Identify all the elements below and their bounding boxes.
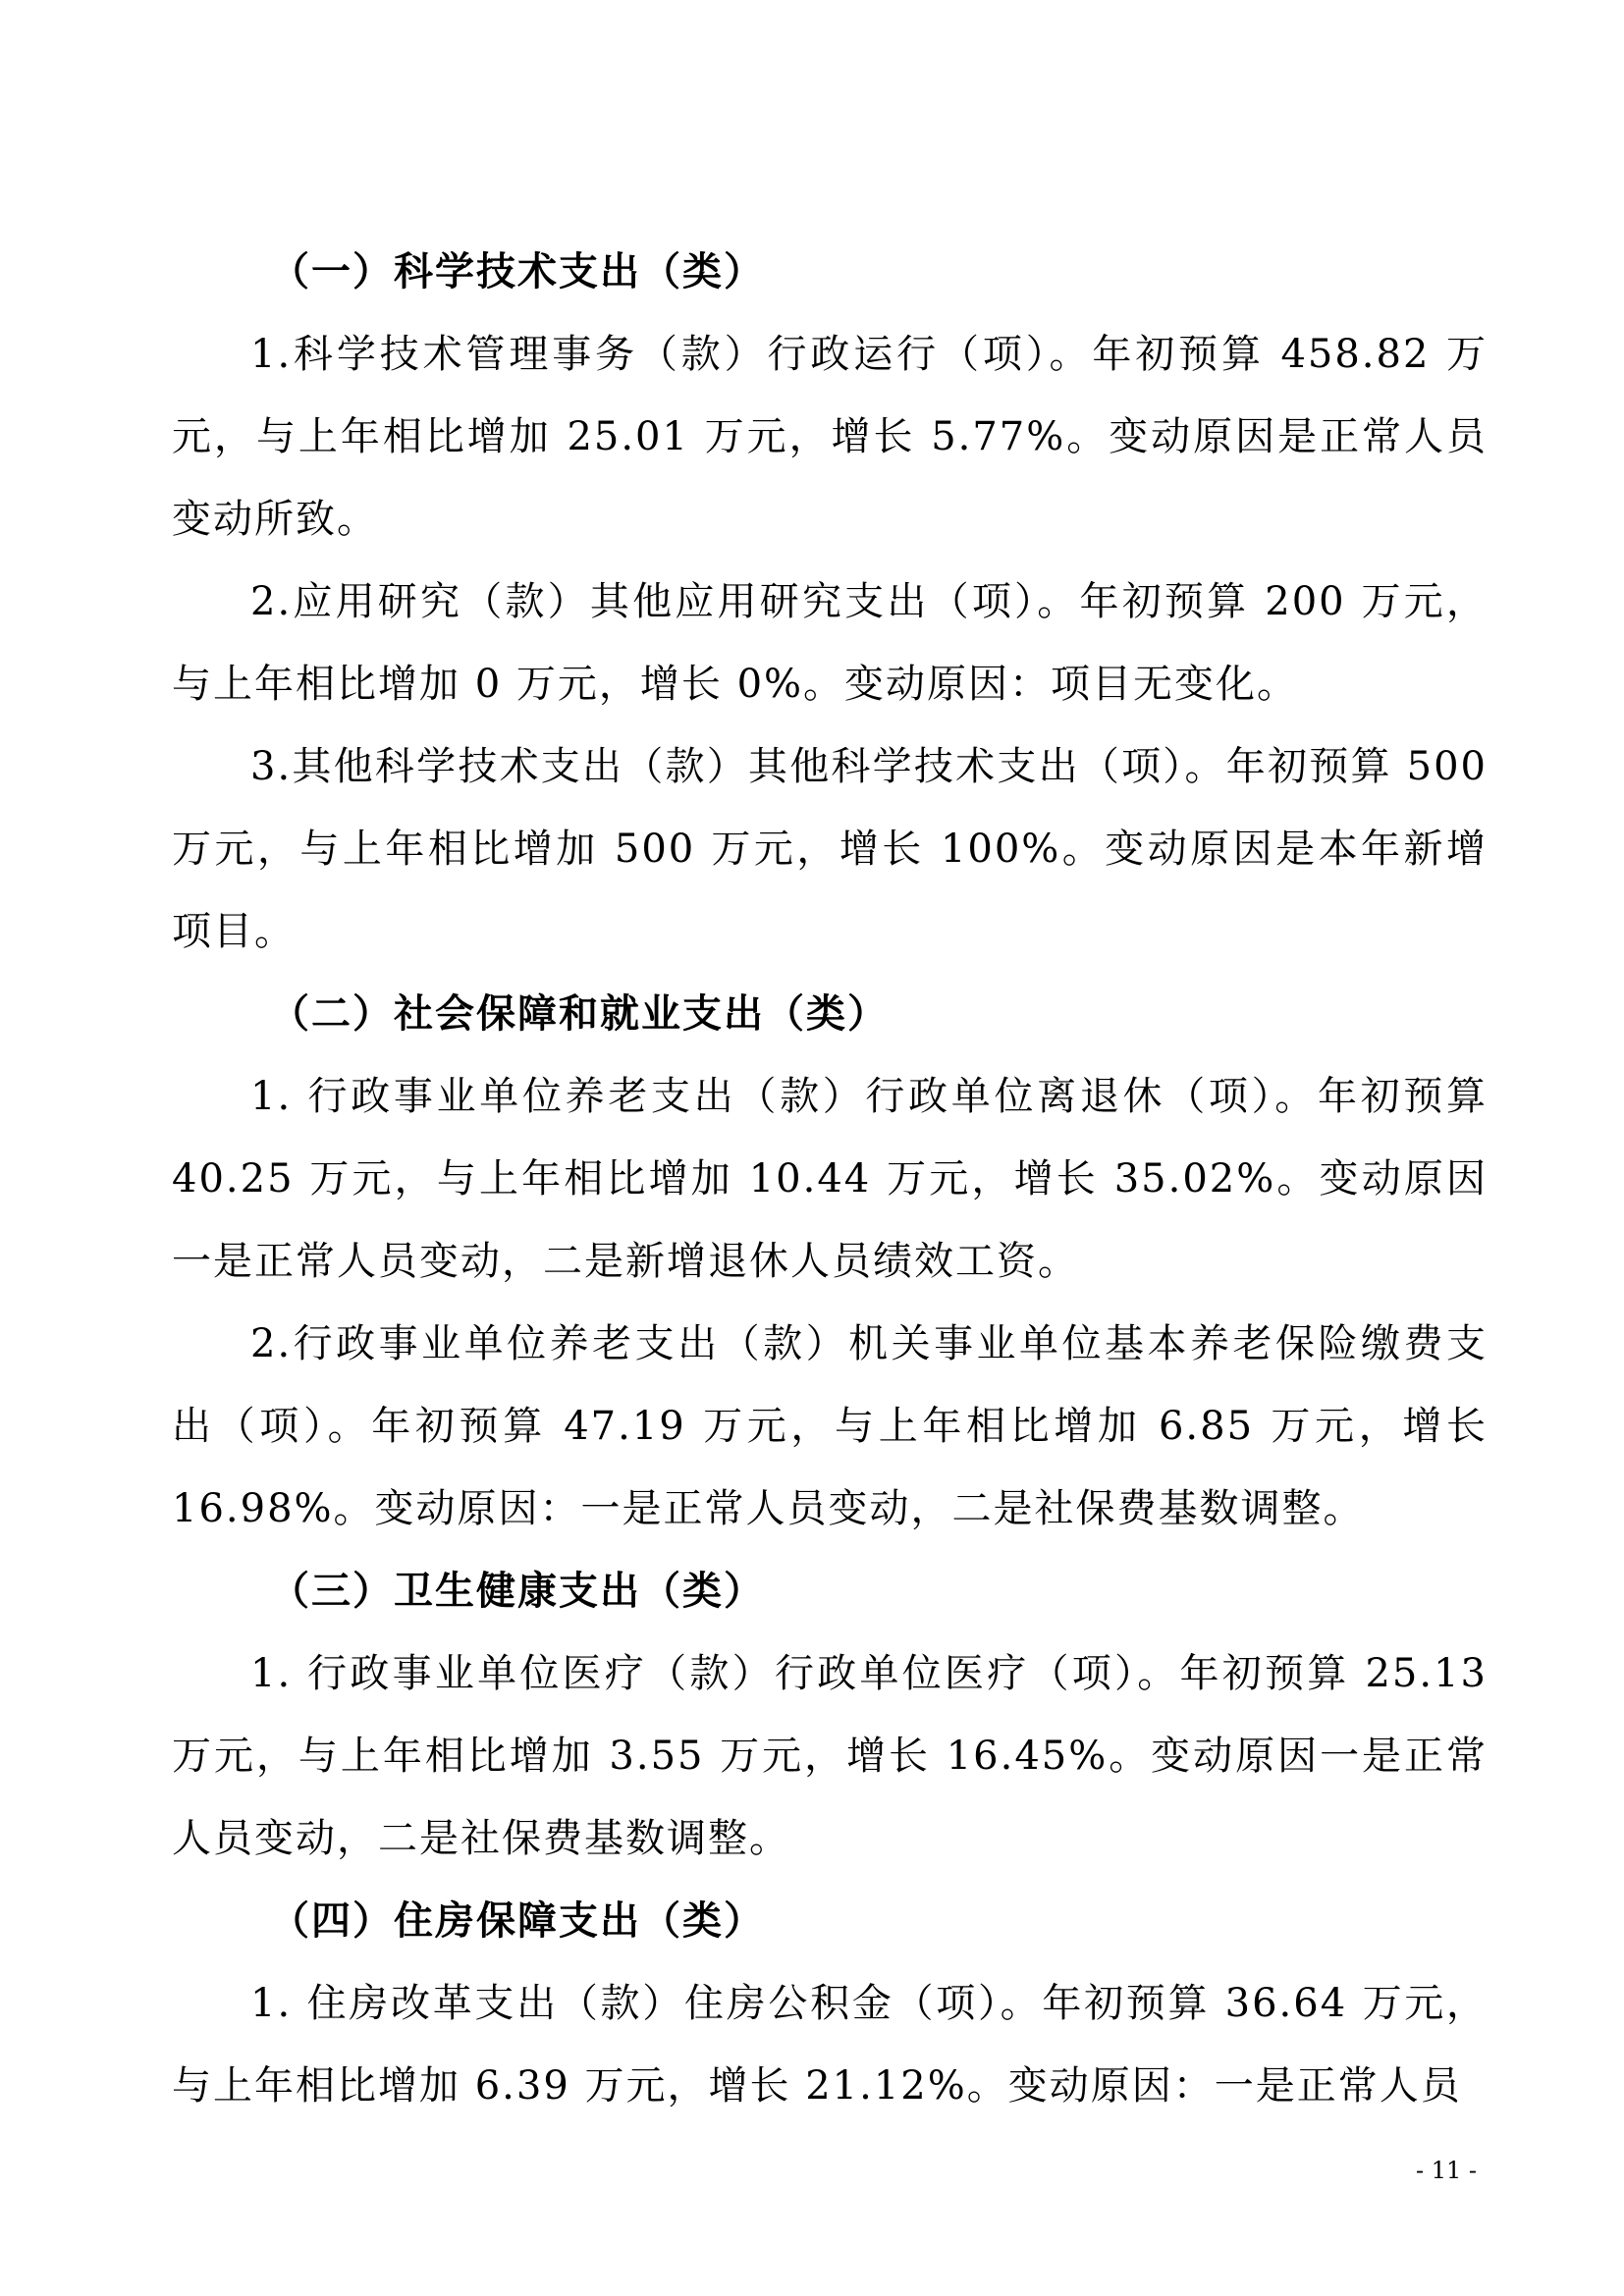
section-heading-health: （三）卫生健康支出（类） <box>270 1568 765 1614</box>
paragraph-pension-insurance: 2.行政事业单位养老支出（款）机关事业单位基本养老保险缴费支出（项）。年初预算 47.19 万元，与上年相比增加 6.85 万元，增长 16.98%。变动原因：一是正常人员变动，二是社保费基数调整。 <box>172 1321 1488 1531</box>
page-number: - 11 - <box>1415 2157 1477 2184</box>
document-body <box>172 231 1488 2127</box>
paragraph-applied-research: 2.应用研究（款）其他应用研究支出（项）。年初预算 200 万元，与上年相比增加 0 万元，增长 0%。变动原因：项目无变化。 <box>172 579 1488 707</box>
paragraph-retirement: 1. 行政事业单位养老支出（款）行政单位离退休（项）。年初预算 40.25 万元，与上年相比增加 10.44 万元，增长 35.02%。变动原因一是正常人员变动，二是新增退休人员绩效工资。 <box>172 1074 1488 1284</box>
section-heading-housing: （四）住房保障支出（类） <box>270 1897 765 1944</box>
paragraph-other-science-tech: 3.其他科学技术支出（款）其他科学技术支出（项）。年初预算 500 万元，与上年相比增加 500 万元，增长 100%。变动原因是本年新增项目。 <box>172 744 1488 954</box>
paragraph-housing-fund: 1. 住房改革支出（款）住房公积金（项）。年初预算 36.64 万元，与上年相比增加 6.39 万元，增长 21.12%。变动原因：一是正常人员 <box>172 1981 1488 2109</box>
paragraph-science-tech-admin: 1.科学技术管理事务（款）行政运行（项）。年初预算 458.82 万元，与上年相比增加 25.01 万元，增长 5.77%。变动原因是正常人员变动所致。 <box>172 332 1488 542</box>
section-heading-social-security: （二）社会保障和就业支出（类） <box>270 990 889 1037</box>
paragraph-medical: 1. 行政事业单位医疗（款）行政单位医疗（项）。年初预算 25.13 万元，与上年相比增加 3.55 万元，增长 16.45%。变动原因一是正常人员变动，二是社保费基数调整。 <box>172 1651 1488 1861</box>
section-heading-science-tech: （一）科学技术支出（类） <box>270 248 765 294</box>
